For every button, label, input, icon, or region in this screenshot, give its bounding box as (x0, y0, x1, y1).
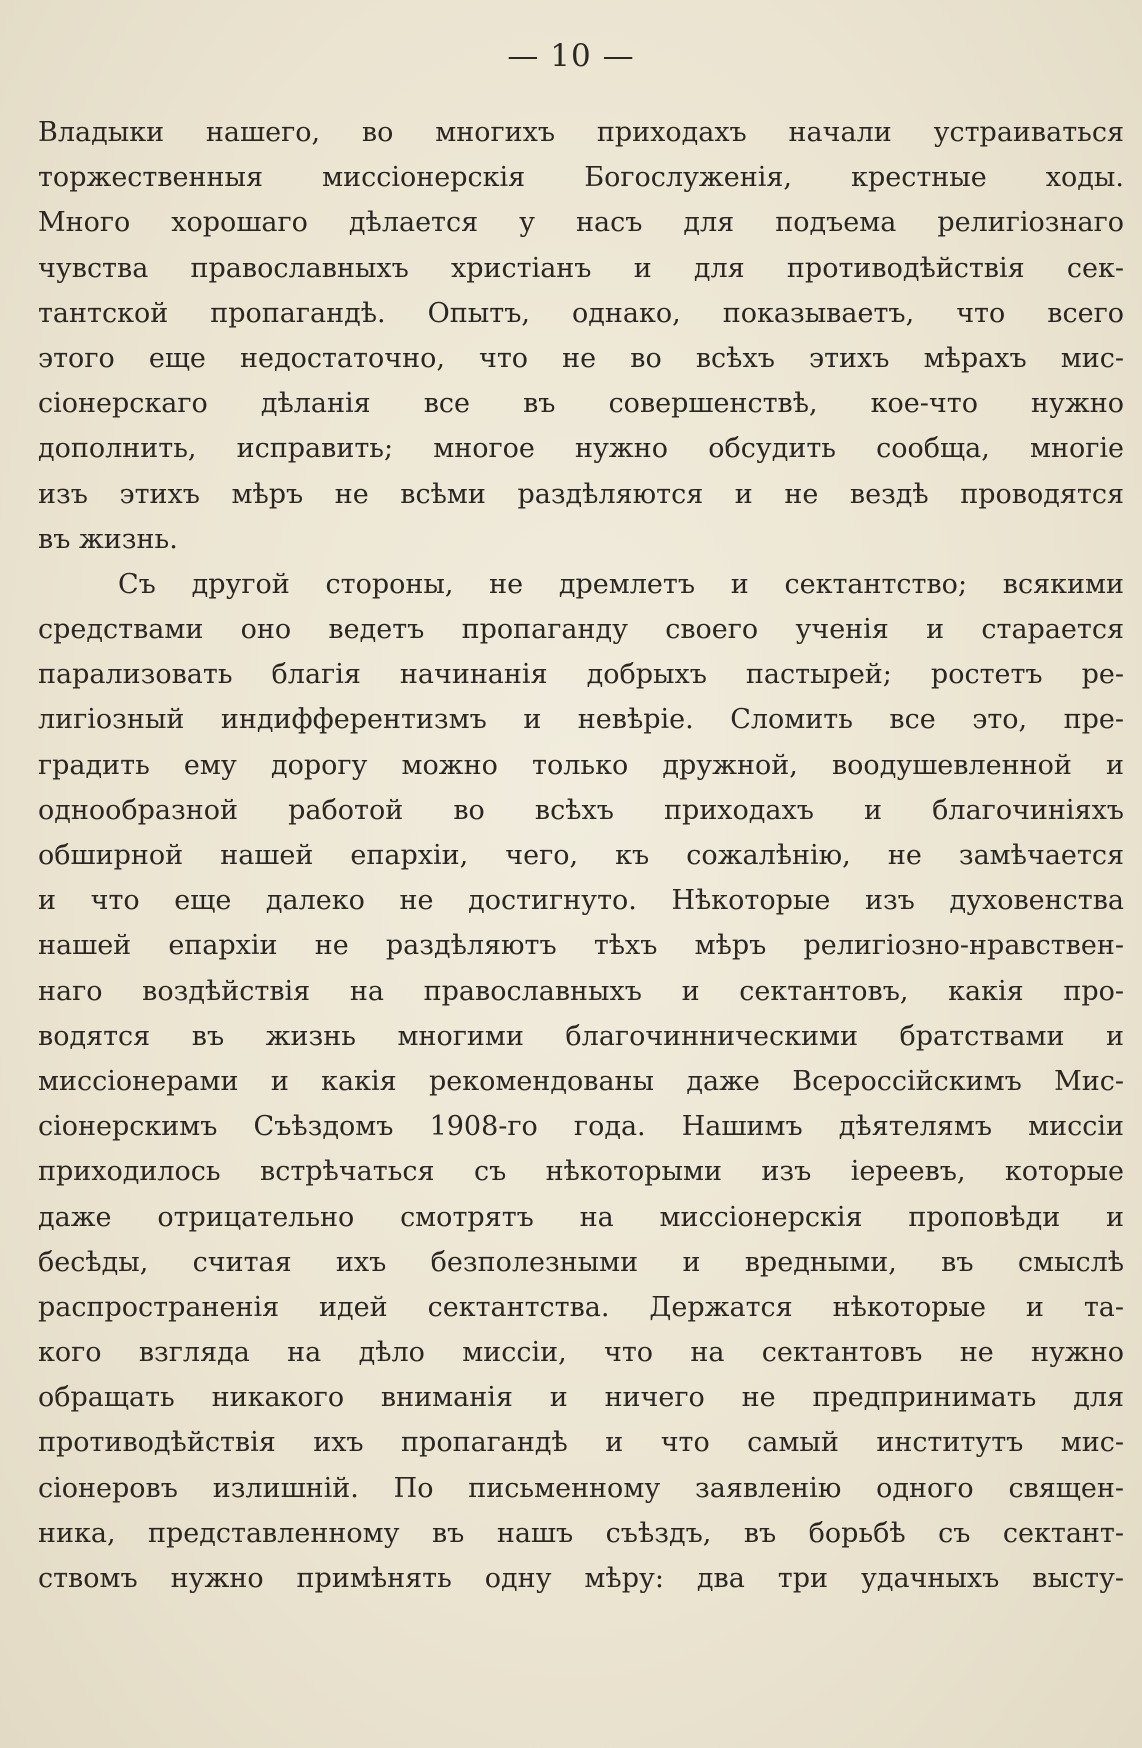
paragraph-end-line: въ жизнь. (38, 523, 178, 555)
text-line: ствомъ нужно примѣнять одну мѣру: два три удачныхъ высту- (38, 1563, 1124, 1594)
text-line: ника, представленному въ нашъ съѣздъ, въ борьбѣ съ сектант- (38, 1517, 1124, 1549)
text-line: средствами оно ведетъ пропаганду своего ученія и старается (38, 614, 1124, 646)
page-number: — 10 — (507, 38, 635, 74)
text-line: парализовать благія начинанія добрыхъ пастырей; ростетъ ре- (38, 659, 1124, 691)
text-line: обращать никакого вниманія и ничего не предпринимать для (38, 1382, 1124, 1414)
text-line: изъ этихъ мѣръ не всѣми раздѣляются и не вездѣ проводятся (38, 478, 1124, 510)
paragraph-start-line: Съ другой стороны, не дремлетъ и сектантство; всякими (118, 568, 1124, 600)
text-line: градить ему дорогу можно только дружной, воодушевленной и (38, 749, 1124, 781)
text-line: и что еще далеко не достигнуто. Нѣкоторые изъ духовенства (38, 885, 1124, 917)
text-line: миссіонерами и какія рекомендованы даже Всероссійскимъ Мис- (38, 1065, 1124, 1097)
text-line: сіонерскимъ Съѣздомъ 1908-го года. Нашимъ дѣятелямъ миссіи (38, 1111, 1124, 1143)
text-line: торжественныя миссіонерскія Богослуженія, крестные ходы. (38, 162, 1124, 194)
text-line: обширной нашей епархіи, чего, къ сожалѣнію, не замѣчается (38, 840, 1124, 871)
text-line: распространенія идей сектантства. Держатся нѣкоторые и та- (38, 1291, 1124, 1323)
text-line: Много хорошаго дѣлается у насъ для подъема религіознаго (38, 207, 1124, 239)
text-line: наго воздѣйствія на православныхъ и сектантовъ, какія про- (38, 975, 1124, 1007)
text-line: даже отрицательно смотрятъ на миссіонерскія проповѣди и (38, 1201, 1124, 1233)
text-line: противодѣйствія ихъ пропагандѣ и что самый институтъ мис- (38, 1427, 1124, 1459)
text-line: водятся въ жизнь многими благочинническими братствами и (38, 1020, 1124, 1052)
text-line: этого еще недостаточно, что не во всѣхъ этихъ мѣрахъ мис- (38, 342, 1124, 374)
text-line: тантской пропагандѣ. Опытъ, однако, показываетъ, что всего (38, 297, 1124, 329)
text-line: лигіозный индифферентизмъ и невѣріе. Сломить все это, пре- (38, 704, 1124, 736)
text-line: однообразной работой во всѣхъ приходахъ и благочиніяхъ (38, 794, 1124, 826)
text-line: приходилось встрѣчаться съ нѣкоторыми изъ іереевъ, которые (38, 1156, 1124, 1188)
body-text (38, 110, 1124, 1601)
text-line: Владыки нашего, во многихъ приходахъ начали устраиваться (38, 117, 1124, 148)
text-line: бесѣды, считая ихъ безполезными и вредными, въ смыслѣ (38, 1246, 1124, 1278)
text-line: сіонерскаго дѣланія все въ совершенствѣ, кое-что нужно (38, 388, 1124, 420)
text-line: нашей епархіи не раздѣляютъ тѣхъ мѣръ религіозно-нравствен- (38, 930, 1124, 962)
text-line: чувства православныхъ христіанъ и для противодѣйствія сек- (38, 252, 1124, 284)
text-line: кого взгляда на дѣло миссіи, что на сектантовъ не нужно (38, 1337, 1124, 1369)
text-line: дополнить, исправить; многое нужно обсудить сообща, многіе (38, 433, 1124, 465)
text-line: сіонеровъ излишній. По письменному заявленію одного священ- (38, 1472, 1124, 1504)
